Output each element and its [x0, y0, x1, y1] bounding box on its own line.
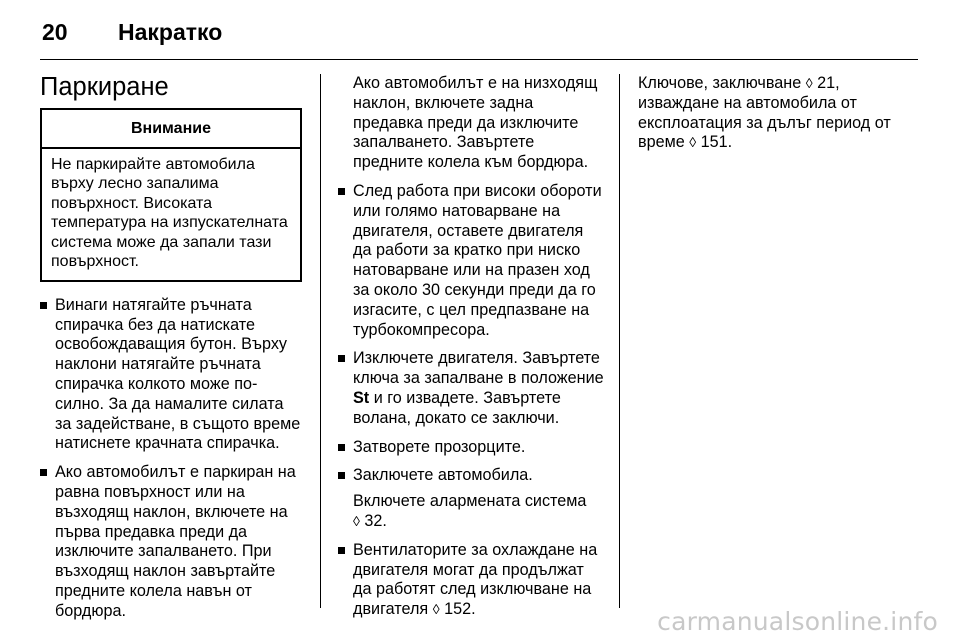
page-header: [42, 14, 222, 50]
list-item-text: и го извадете. Завъртете волана, докато се заключи.: [353, 388, 561, 427]
page-number: 20: [42, 18, 68, 45]
section-title: Паркиране: [40, 73, 169, 101]
column-3: [638, 74, 900, 153]
list-item: Винаги натягайте ръчната спирачка без да натискате освобождаващия бутон. Върху наклони натягайте ръчната спирачка колкото може по-силно. За да намалите силата за задействане, в същото време натиснете крачната спирачка.: [40, 296, 302, 454]
list-item-text: Заключете автомобила.: [353, 466, 533, 485]
list-item: Ако автомобилът е паркиран на равна повърхност или на възходящ наклон, включете на първа предавка преди да изключите запалването. При възходящ наклон завъртайте предните колела навън от бордюра.: [40, 463, 302, 621]
list-item: Затворете прозорците.: [338, 438, 606, 458]
list-item: След работа при високи обороти или голямо натоварване на двигателя, оставете двигателя да работи за кратко при ниско натоварване или на празен ход за около 30 секунди преди да го изгасите, с цел предпазване на турбокомпресора.: [338, 182, 606, 340]
watermark: carmanualsonline.info: [657, 607, 938, 636]
list-item-text: Вентилаторите за охлаждане на двигателя могат да продължат да работят след изключване на двигателя: [353, 540, 598, 619]
page-ref-link[interactable]: 151.: [700, 133, 733, 152]
continued-paragraph: Ако автомобилът е на низходящ наклон, включете задна предавка преди да изключите запалването. Завъртете предните колела към бордюра.: [353, 74, 598, 172]
page-ref-icon: ◊: [353, 512, 360, 529]
list-item: [338, 466, 606, 531]
column-divider-1: [320, 74, 321, 608]
column-divider-2: [619, 74, 620, 608]
column-1: [40, 72, 302, 631]
list-item: [338, 349, 606, 428]
page-ref-icon: ◊: [805, 75, 813, 91]
header-divider: [40, 59, 918, 60]
page-ref-link[interactable]: 32.: [364, 511, 387, 530]
page-ref-icon: ◊: [689, 134, 697, 151]
page-ref-link[interactable]: 21,: [817, 74, 840, 92]
bullet-list-1: [40, 296, 302, 622]
list-item: [338, 541, 606, 620]
bullet-list-2: [338, 182, 606, 620]
list-item-text: Изключете двигателя. Завъртете ключа за запалване в положение: [353, 349, 604, 388]
list-item-subtext: Включете алармената система ◊ 32.: [353, 492, 587, 530]
ignition-position-label: St: [353, 388, 370, 407]
see-also-paragraph: Ключове, заключване ◊ 21, изваждане на автомобила от експлоатация за дълъг период от време ◊ 151.: [638, 74, 891, 152]
page-ref-link[interactable]: 152.: [444, 600, 476, 619]
warning-text: Не паркирайте автомобила върху лесно запалима повърхност. Високата температура на изпускателната система може да запали тази повърхност.: [51, 155, 288, 271]
column-2: [338, 74, 606, 629]
warning-box: [40, 108, 302, 282]
warning-heading: Внимание: [42, 110, 300, 149]
chapter-title: Накратко: [118, 18, 223, 45]
page-ref-icon: ◊: [432, 601, 440, 618]
